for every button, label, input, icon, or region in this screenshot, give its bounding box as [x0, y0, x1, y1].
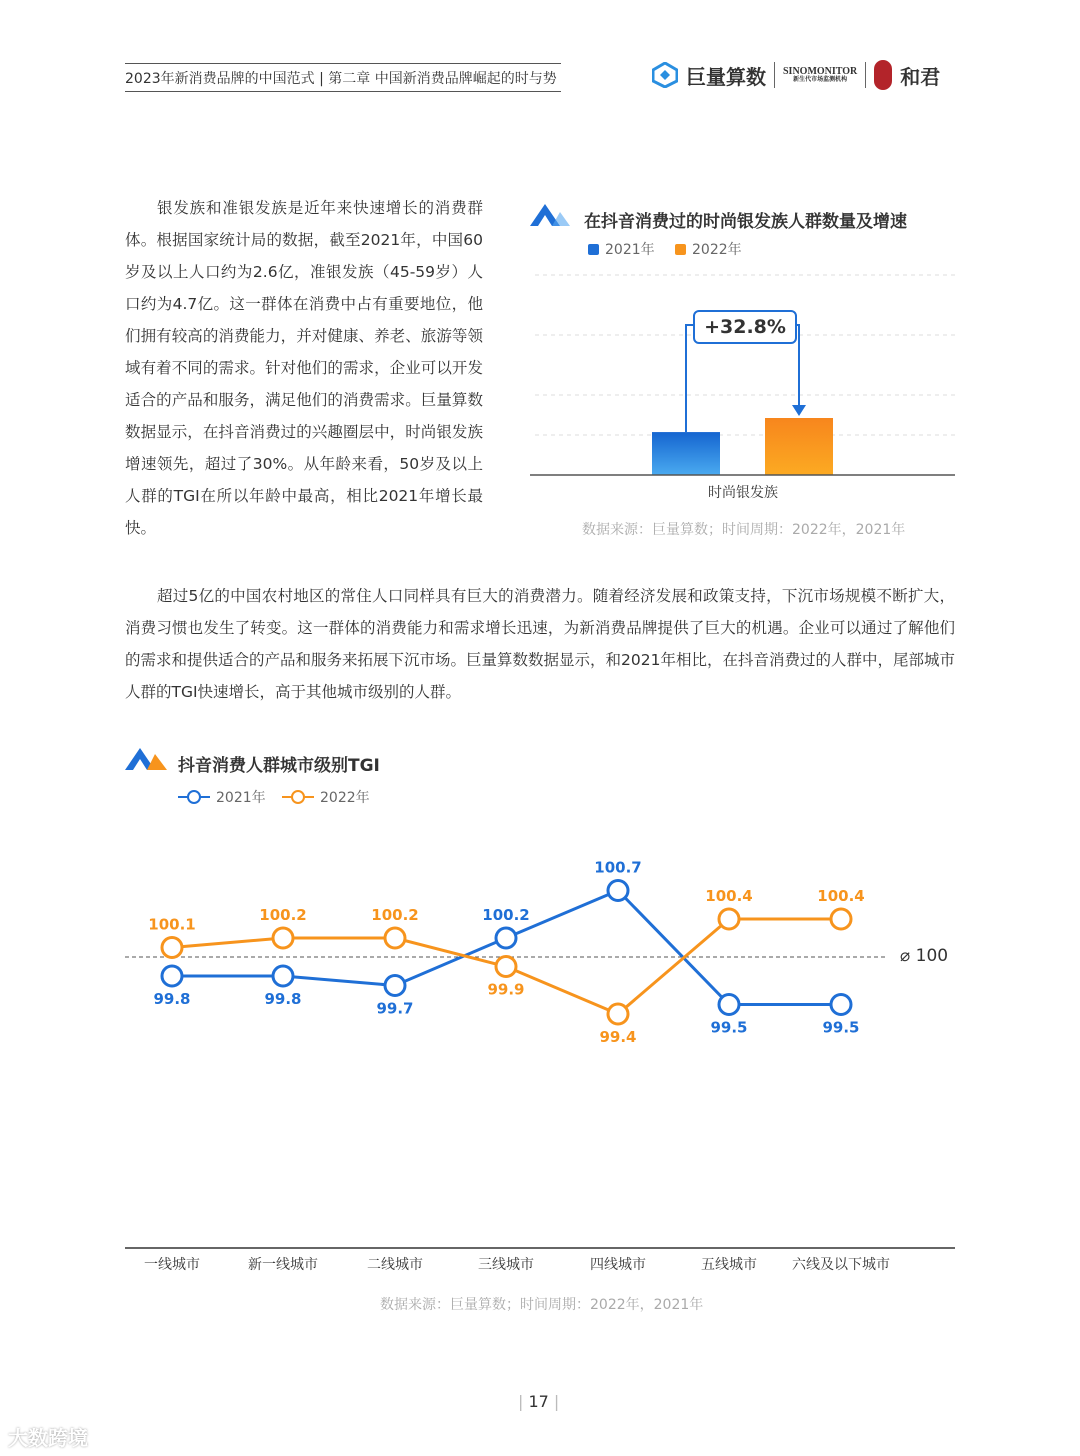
header-rule-bottom — [125, 91, 561, 92]
data-point — [496, 928, 516, 948]
data-point — [385, 976, 405, 996]
bar-2022年 — [765, 418, 833, 475]
bar-legend-2022: 2022年 — [675, 239, 742, 259]
x-tick-label: 四线城市 — [590, 1257, 646, 1273]
data-point — [162, 966, 182, 986]
bar-chart — [530, 260, 960, 485]
data-point — [496, 957, 516, 977]
data-label: 99.4 — [599, 1028, 637, 1046]
data-point — [831, 909, 851, 929]
data-point — [608, 1004, 628, 1024]
data-label: 100.4 — [705, 887, 753, 905]
data-point — [273, 928, 293, 948]
bar-legend-2021: 2021年 — [588, 239, 655, 259]
partner-logos — [652, 60, 940, 90]
x-tick-label: 六线及以下城市 — [792, 1257, 890, 1273]
data-point — [385, 928, 405, 948]
data-label: 100.2 — [482, 906, 530, 924]
data-label: 100.2 — [371, 906, 419, 924]
x-tick-label: 五线城市 — [701, 1257, 757, 1273]
bar-x-label: 时尚银发族 — [708, 485, 778, 501]
data-point — [719, 995, 739, 1015]
data-label: 99.8 — [264, 990, 302, 1008]
data-label: 99.9 — [487, 980, 525, 999]
paragraph-silver: 银发族和准银发族是近年来快速增长的消费群体。根据国家统计局的数据，截至2021年，中国60岁及以上人口约为2.6亿，准银发族（45-59岁）人口约为4.7亿。这一群体在消费中占有重要地位，他们拥有较高的消费能力，并对健康、养老、旅游等领域有着不同的需求。针对他们的需求，企业可以开发适合的产品和服务，满足他们的消费需求。巨量算数数据显示，在抖音消费过的兴趣圈层中，时尚银发族增速领先，超过了30%。从年龄来看，50岁及以上人群的TGI在所以年龄中最高，相比2021年增长最快。 — [125, 199, 483, 537]
data-point — [273, 966, 293, 986]
chart-title-icon — [125, 744, 171, 772]
watermark: 大数跨境 — [8, 1426, 88, 1450]
line-chart — [0, 840, 1080, 1260]
hejun-seal-icon — [874, 60, 892, 90]
growth-annotation: +32.8% — [693, 310, 797, 344]
bar-source: 数据来源：巨量算数；时间周期：2022年，2021年 — [582, 522, 906, 538]
header-title: 2023年新消费品牌的中国范式 | 第二章 中国新消费品牌崛起的时与势 — [125, 71, 557, 87]
line-chart-title: 抖音消费人群城市级别TGI — [178, 756, 380, 776]
data-label: 100.7 — [594, 858, 642, 877]
data-label: 100.4 — [817, 887, 865, 905]
header-rule-top — [125, 63, 561, 64]
logo-hejun: 和君 — [900, 64, 941, 89]
logo-sinomonitor-sub: 新生代市场监测机构 — [793, 76, 848, 83]
line-legend-2022: 2022年 — [282, 787, 370, 807]
page-number: | 17 | — [518, 1392, 560, 1411]
data-label: 99.7 — [376, 999, 414, 1018]
paragraph-rural: 超过5亿的中国农村地区的常住人口同样具有巨大的消费潜力。随着经济发展和政策支持，下沉市场规模不断扩大，消费习惯也发生了转变。这一群体的消费能力和需求增长迅速，为新消费品牌提供了巨大的机遇。企业可以通过了解他们的需求和提供适合的产品和服务来拓展下沉市场。巨量算数数据显示，和2021年相比，在抖音消费过的人群中，尾部城市人群的TGI快速增长，高于其他城市级别的人群。 — [125, 587, 955, 701]
x-tick-label: 三线城市 — [478, 1257, 534, 1273]
x-tick-label: 二线城市 — [367, 1257, 423, 1273]
line-source: 数据来源：巨量算数；时间周期：2022年，2021年 — [380, 1297, 704, 1313]
bar-2021年 — [652, 432, 720, 475]
data-label: 99.5 — [710, 1018, 748, 1037]
line-legend-2021: 2021年 — [178, 787, 266, 807]
data-point — [162, 938, 182, 958]
logo-juliang: 巨量算数 — [686, 64, 766, 89]
data-point — [719, 909, 739, 929]
data-point — [608, 881, 628, 901]
data-label: 100.2 — [259, 906, 307, 924]
bar-chart-title: 在抖音消费过的时尚银发族人群数量及增速 — [584, 212, 907, 232]
data-point — [831, 995, 851, 1015]
data-label: 100.1 — [148, 915, 196, 934]
data-label: 99.5 — [822, 1018, 860, 1037]
chart-title-icon — [530, 200, 576, 228]
x-tick-label: 新一线城市 — [248, 1257, 318, 1273]
logo-sinomonitor: SINOMONITOR — [783, 66, 858, 77]
data-label: 99.8 — [153, 990, 191, 1008]
reference-label: ⌀ 100 — [900, 946, 949, 966]
juliang-logo-icon — [652, 62, 678, 88]
x-tick-label: 一线城市 — [144, 1257, 200, 1273]
arrow-head — [792, 405, 806, 416]
